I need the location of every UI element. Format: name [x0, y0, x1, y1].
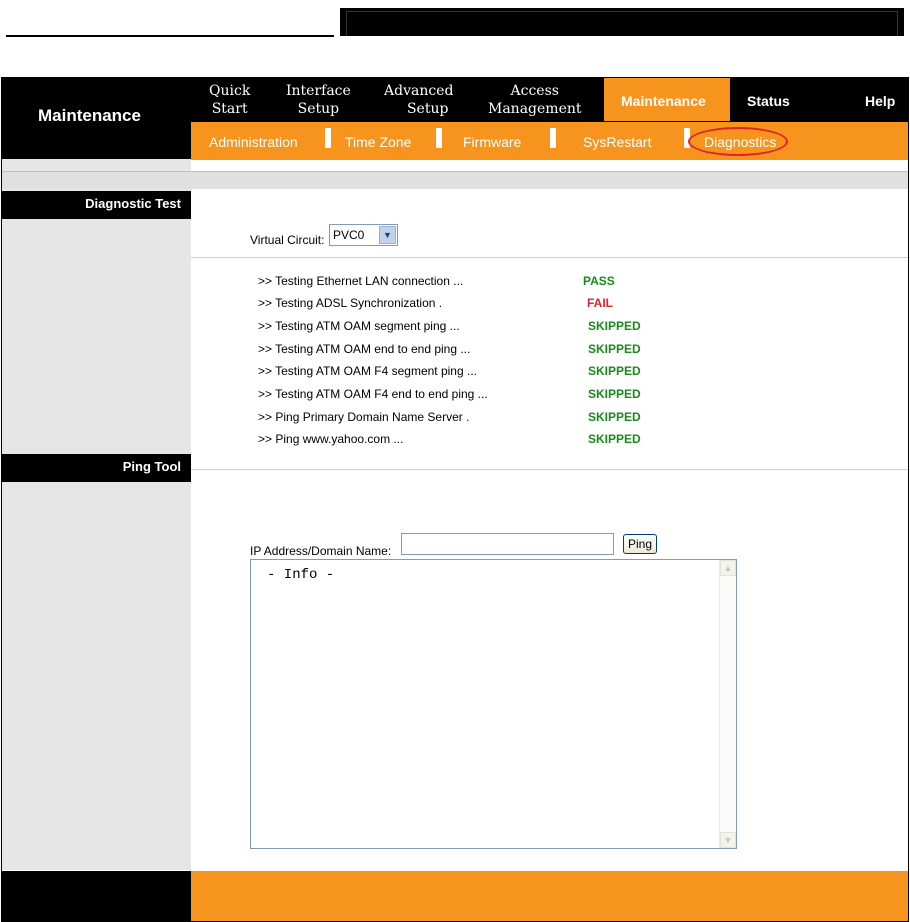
- left-sidebar: [2, 159, 191, 870]
- nav-advanced-setup-line2: Setup: [406, 101, 449, 117]
- nav-interface-setup[interactable]: [286, 82, 351, 118]
- test-row: >> Testing ATM OAM end to end ping ...: [258, 342, 471, 356]
- virtual-circuit-select[interactable]: [329, 224, 398, 246]
- nav-interface-setup-line2: Setup: [297, 101, 340, 117]
- subnav-firmware[interactable]: Firmware: [463, 134, 522, 150]
- divider: [191, 257, 908, 258]
- info-textarea[interactable]: [250, 559, 737, 849]
- test-row: >> Testing ATM OAM segment ping ...: [258, 319, 460, 333]
- test-row: >> Testing Ethernet LAN connection ...: [258, 274, 464, 288]
- nav-access-management-line1: Access: [510, 83, 559, 99]
- nav-quick-start-line1: Quick: [209, 83, 251, 99]
- page-title: Maintenance: [38, 106, 141, 125]
- test-result: PASS: [583, 274, 615, 288]
- ip-address-input[interactable]: [401, 533, 614, 555]
- top-decor-line: [6, 35, 334, 37]
- subnav-separator: [436, 128, 442, 148]
- section-ping-tool: Ping Tool: [2, 454, 191, 482]
- sub-nav: [191, 121, 908, 160]
- test-result: SKIPPED: [588, 342, 641, 356]
- nav-status[interactable]: Status: [747, 93, 790, 109]
- ping-button[interactable]: Ping: [623, 534, 657, 554]
- gray-band: [2, 171, 908, 189]
- main-nav: [191, 78, 908, 159]
- nav-advanced-setup[interactable]: [384, 82, 453, 118]
- subnav-separator: [550, 128, 556, 148]
- test-row: >> Testing ATM OAM F4 segment ping ...: [258, 364, 477, 378]
- top-decor-bar: [340, 8, 904, 36]
- test-result: FAIL: [587, 296, 613, 310]
- nav-row: [191, 78, 908, 121]
- virtual-circuit-label: Virtual Circuit:: [250, 233, 325, 247]
- nav-maintenance[interactable]: Maintenance: [621, 93, 706, 109]
- subnav-administration[interactable]: Administration: [209, 134, 298, 150]
- subnav-separator: [325, 128, 331, 148]
- subnav-diagnostics[interactable]: Diagnostics: [704, 134, 777, 150]
- divider: [191, 469, 908, 470]
- test-result: SKIPPED: [588, 432, 641, 446]
- test-row: >> Ping www.yahoo.com ...: [258, 432, 404, 446]
- router-page: [1, 77, 909, 922]
- test-row: >> Testing ATM OAM F4 end to end ping ...: [258, 387, 488, 401]
- test-row: >> Testing ADSL Synchronization .: [258, 296, 443, 310]
- scroll-down-icon[interactable]: ▼: [720, 832, 736, 848]
- nav-access-management[interactable]: [488, 82, 582, 118]
- ip-address-label: IP Address/Domain Name:: [250, 544, 392, 558]
- nav-quick-start[interactable]: [209, 82, 250, 118]
- subnav-time-zone[interactable]: Time Zone: [345, 134, 412, 150]
- scrollbar[interactable]: [719, 560, 736, 848]
- scroll-up-icon[interactable]: ▲: [720, 560, 736, 576]
- test-result: SKIPPED: [588, 387, 641, 401]
- test-result: SKIPPED: [588, 410, 641, 424]
- chevron-down-icon[interactable]: ▼: [379, 226, 396, 244]
- test-result: SKIPPED: [588, 319, 641, 333]
- subnav-sysrestart[interactable]: SysRestart: [583, 134, 652, 150]
- header-left: [2, 78, 191, 159]
- info-text: - Info -: [267, 567, 335, 583]
- nav-interface-setup-line1: Interface: [286, 83, 351, 99]
- test-result: SKIPPED: [588, 364, 641, 378]
- nav-help[interactable]: Help: [865, 93, 896, 109]
- nav-advanced-setup-line1: Advanced: [384, 83, 454, 99]
- virtual-circuit-value: PVC0: [333, 228, 365, 242]
- diagnostics-highlight-ring: [688, 127, 788, 156]
- footer-bar: [191, 871, 908, 921]
- section-diagnostic-test: Diagnostic Test: [2, 191, 191, 219]
- nav-access-management-line2: Management: [488, 101, 582, 117]
- footer-left: [2, 871, 191, 921]
- nav-quick-start-line2: Start: [211, 101, 248, 117]
- test-row: >> Ping Primary Domain Name Server .: [258, 410, 470, 424]
